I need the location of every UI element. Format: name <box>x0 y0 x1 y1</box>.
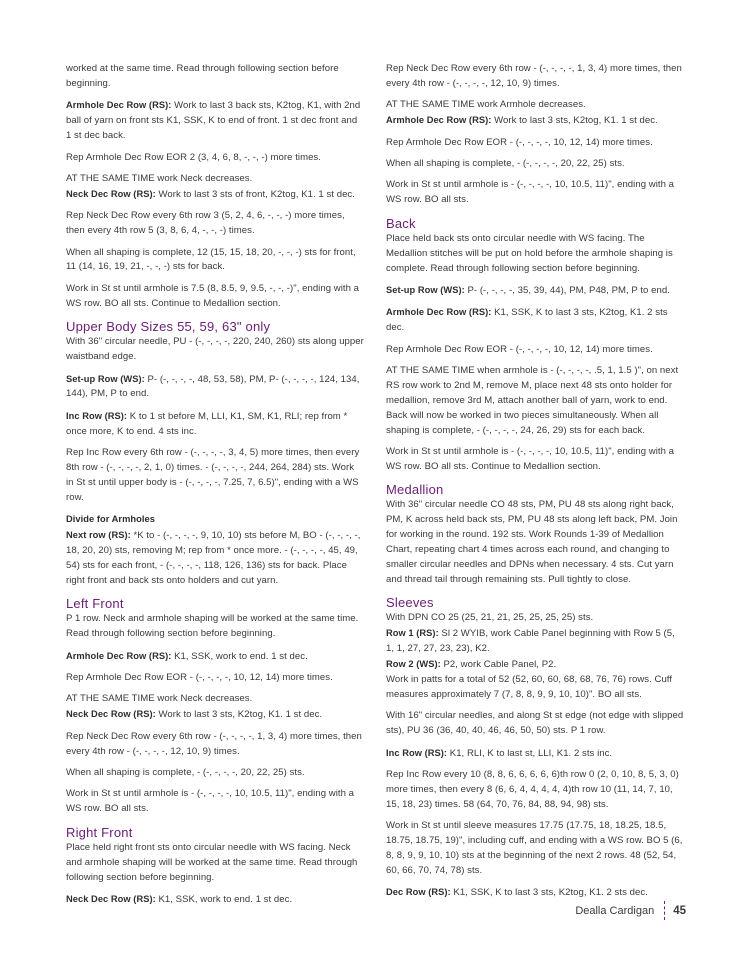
row-label: Row 2 (WS): <box>386 659 441 670</box>
paragraph: Rep Armhole Dec Row EOR - (-, -, -, -, 10, 12, 14) more times. <box>66 672 333 683</box>
paragraph <box>66 707 364 723</box>
paragraph <box>66 98 364 144</box>
section-heading-sleeves: Sleeves <box>386 595 434 611</box>
row-text: P- (-, -, -, -, 35, 39, 44), PM, P48, PM, P to end. <box>464 284 670 296</box>
paragraph <box>386 626 684 657</box>
row-label: Armhole Dec Row (RS): <box>66 100 172 111</box>
subheading-divide-armholes <box>66 512 364 528</box>
row-text: P2, work Cable Panel, P2. <box>440 659 557 671</box>
row-label: Next row (RS): <box>66 530 131 541</box>
row-label: Armhole Dec Row (RS): <box>386 307 492 318</box>
paragraph <box>66 372 364 403</box>
paragraph: Work in St st until sleeve measures 17.75 (17.75, 18, 18.25, 18.5, 18.75, 18.75, 19)", including cuff, and ending with a WS row. BO 5 (6, 8, 8, 9, 9, 10, 10) sts at the beginning of the next 2 rows. 48 (52, 54, 60, 66, 70, 74, 78) sts. <box>386 820 683 876</box>
footer-divider <box>664 901 665 920</box>
row-label: Set-up Row (WS): <box>66 373 145 384</box>
paragraph: Rep Armhole Dec Row EOR - (-, -, -, -, 10, 12, 14) more times. <box>386 343 653 355</box>
paragraph <box>386 885 684 901</box>
paragraph: P 1 row. Neck and armhole shaping will be worked at the same time. Read through following section before beginning. <box>66 613 359 640</box>
paragraph <box>66 649 364 665</box>
page-number: 45 <box>673 904 686 917</box>
paragraph: With 36" circular needle CO 48 sts, PM, PU 48 sts along right back, PM, K across held back sts, PM, PU 48 sts along left back, PM. Join for working in the round. 192 sts. Work Rounds 1-39 of Medallion Chart, repeating chart 4 times across each round, and changing to smaller circular needles and DPNs when necessary. 4 sts. Cut yarn and thread tail through remaining sts. Pull tightly to close. <box>386 499 678 585</box>
paragraph: Rep Armhole Dec Row EOR - (-, -, -, -, 10, 12, 14) more times. <box>386 136 653 148</box>
paragraph: Work in St st until armhole is - (-, -, -, -, 10, 10.5, 11)", ending with a WS row. BO all sts. Continue to Medallion section. <box>386 446 674 473</box>
row-text: Work to last 3 back sts, K2tog, K1, with 2nd ball of yarn on front sts K1, SSK, K to end of front. 1 st dec front and 1 st dec back. <box>66 100 361 142</box>
left-column <box>66 62 364 914</box>
paragraph: When all shaping is complete, 12 (15, 15, 18, 20, -, -, -) sts for front, 11 (14, 16, 19, 21, -, -, -) sts for back. <box>66 246 356 273</box>
paragraph <box>66 409 364 440</box>
paragraph: When all shaping is complete, - (-, -, -, -, 20, 22, 25) sts. <box>386 158 625 170</box>
paragraph: Work in patts for a total of 52 (52, 60, 60, 68, 68, 76, 76) rows. Cuff measures approximately 7 (7, 8, 8, 9, 9, 10, 10)". BO all sts. <box>386 674 673 700</box>
row-label: Armhole Dec Row (RS): <box>66 650 172 661</box>
section-heading-medallion: Medallion <box>386 482 444 498</box>
row-text: *K to - (-, -, -, -, 9, 10, 10) sts before M, BO - (-, -, -, -, 18, 20, 20) sts, removing M; rep from * once more. - (-, -, -, -, 45, 49, 54) sts for each front, - (-, -, -, -, 118, 126, 136) sts for back. Place right front and back sts onto holders and cut yarn. <box>66 530 361 586</box>
paragraph: Rep Neck Dec Row every 6th row - (-, -, -, -, 1, 3, 4) more times, then every 4th row - (-, -, -, -, 12, 10, 9) times. <box>386 63 682 89</box>
paragraph: Work in St st until armhole is 7.5 (8, 8.5, 9, 9.5, -, -, -)", ending with a WS row. BO all sts. Continue to Medallion section. <box>66 282 360 309</box>
paragraph: worked at the same time. Read through following section before beginning. <box>66 63 339 89</box>
section-heading-left-front: Left Front <box>66 596 124 612</box>
paragraph <box>386 746 684 762</box>
section-heading-upper-body: Upper Body Sizes 55, 59, 63" only <box>66 319 271 335</box>
section-heading-back: Back <box>386 215 416 231</box>
row-text: P- (-, -, -, -, 48, 53, 58), PM, P- (-, -, -, -, 124, 134, 144), PM, P to end. <box>66 373 360 400</box>
paragraph: With 16" circular needles, and along St st edge (not edge with slipped sts), PU 36 (36, 40, 40, 46, 46, 50, 50) sts. P 1 row. <box>386 710 684 737</box>
paragraph: Place held back sts onto circular needle with WS facing. The Medallion stitches will be put on hold before the armhole shaping is complete. Read through following section before beginning. <box>386 232 673 274</box>
paragraph: Rep Neck Dec Row every 6th row 3 (5, 2, 4, 6, -, -, -) more times, then every 4th row 5 (3, 8, 6, 4, -, -, -) times. <box>66 210 345 237</box>
paragraph: Work in St st until armhole is - (-, -, -, -, 10, 10.5, 11)", ending with a WS row. BO all sts. <box>66 788 354 815</box>
row-text: K to 1 st before M, LLI, K1, SM, K1, RLI; rep from * once more, K to end. 4 sts inc. <box>66 410 348 437</box>
row-text: Work to last 3 sts, K2tog, K1. 1 st dec. <box>491 115 658 127</box>
section-heading-right-front: Right Front <box>66 824 133 840</box>
row-label: Neck Dec Row (RS): <box>66 709 156 720</box>
row-label: Set-up Row (WS): <box>386 284 465 295</box>
paragraph <box>386 283 684 299</box>
row-text: K1, SSK, K to last 3 sts, K2tog, K1. 2 sts dec. <box>450 887 648 899</box>
paragraph: Work in St st until armhole is - (-, -, -, -, 10, 10.5, 11)", ending with a WS row. BO all sts. <box>386 179 674 206</box>
footer-pattern-title: Dealla Cardigan <box>575 904 655 917</box>
paragraph: AT THE SAME TIME work Neck decreases. <box>66 693 253 705</box>
paragraph <box>386 305 684 336</box>
row-text: K1, SSK, K to last 3 sts, K2tog, K1. 2 sts dec. <box>386 307 668 334</box>
paragraph: AT THE SAME TIME work Neck decreases. <box>66 172 253 184</box>
subheading-text: Divide for Armholes <box>66 514 155 525</box>
paragraph <box>66 892 364 908</box>
paragraph: AT THE SAME TIME when armhole is - (-, -, -, -, .5, 1, 1.5 )", on next RS row work to 2nd M, remove M, place next 48 sts onto holder for medallion, remove 3rd M, attach another ball of yarn, work to end. Back will now be worked in two pieces simultaneously. When all shaping is complete, - (-, -, -, -, 24, 26, 29) sts for each back. <box>386 365 679 436</box>
row-label: Dec Row (RS): <box>386 887 451 898</box>
right-column <box>386 62 684 908</box>
paragraph <box>386 657 684 673</box>
row-label: Inc Row (RS): <box>66 410 128 421</box>
row-label: Row 1 (RS): <box>386 628 439 639</box>
paragraph <box>66 187 364 203</box>
paragraph: Rep Armhole Dec Row EOR 2 (3, 4, 6, 8, -, -, -) more times. <box>66 151 321 163</box>
row-label: Neck Dec Row (RS): <box>66 188 156 199</box>
row-label: Neck Dec Row (RS): <box>66 893 156 904</box>
paragraph: With DPN CO 25 (25, 21, 21, 25, 25, 25, 25) sts. <box>386 612 594 624</box>
paragraph: Rep Inc Row every 6th row - (-, -, -, -, 3, 4, 5) more times, then every 8th row - (-, -, -, -, 2, 1, 0) times. - (-, -, -, -, 244, 264, 284) sts. Work in St st until upper body is - (-, -, -, -, 7.25, 7, 6.5)", ending with a WS row. <box>66 447 360 503</box>
row-label: Armhole Dec Row (RS): <box>386 115 492 126</box>
paragraph <box>386 113 684 129</box>
row-text: Work to last 3 sts, K2tog, K1. 1 st dec. <box>155 709 323 721</box>
paragraph: Rep Inc Row every 10 (8, 8, 6, 6, 6, 6, 6)th row 0 (2, 0, 10, 8, 5, 3, 0) more times, then every 8 (6, 6, 4, 4, 4, 4, 4)th row 10 (11, 14, 7, 10, 15, 18, 23) times. 58 (64, 70, 76, 84, 88, 94, 98) sts. <box>386 769 679 810</box>
paragraph: With 36" circular needle, PU - (-, -, -, -, 220, 240, 260) sts along upper waistband edge. <box>66 336 364 363</box>
page-footer <box>575 901 686 920</box>
paragraph: Rep Neck Dec Row every 6th row - (-, -, -, -, 1, 3, 4) more times, then every 4th row - (-, -, -, -, 12, 10, 9) times. <box>66 730 362 757</box>
row-text: Work to last 3 sts of front, K2tog, K1. 1 st dec. <box>155 188 355 200</box>
row-text: K1, SSK, work to end. 1 st dec. <box>155 893 293 905</box>
paragraph: Place held right front sts onto circular needle with WS facing. Neck and armhole shaping will be worked at the same time. Read through following section before beginning. <box>66 841 358 883</box>
row-text: Sl 2 WYIB, work Cable Panel beginning with Row 5 (5, 1, 1, 27, 27, 23, 23), K2. <box>386 628 675 655</box>
paragraph <box>66 528 364 589</box>
row-label: Inc Row (RS): <box>386 747 448 758</box>
paragraph: AT THE SAME TIME work Armhole decreases. <box>386 99 586 111</box>
paragraph: When all shaping is complete, - (-, -, -, -, 20, 22, 25) sts. <box>66 767 305 779</box>
row-text: K1, SSK, work to end. 1 st dec. <box>171 650 308 662</box>
row-text: K1, RLI, K to last st, LLI, K1. 2 sts inc. <box>447 747 613 759</box>
